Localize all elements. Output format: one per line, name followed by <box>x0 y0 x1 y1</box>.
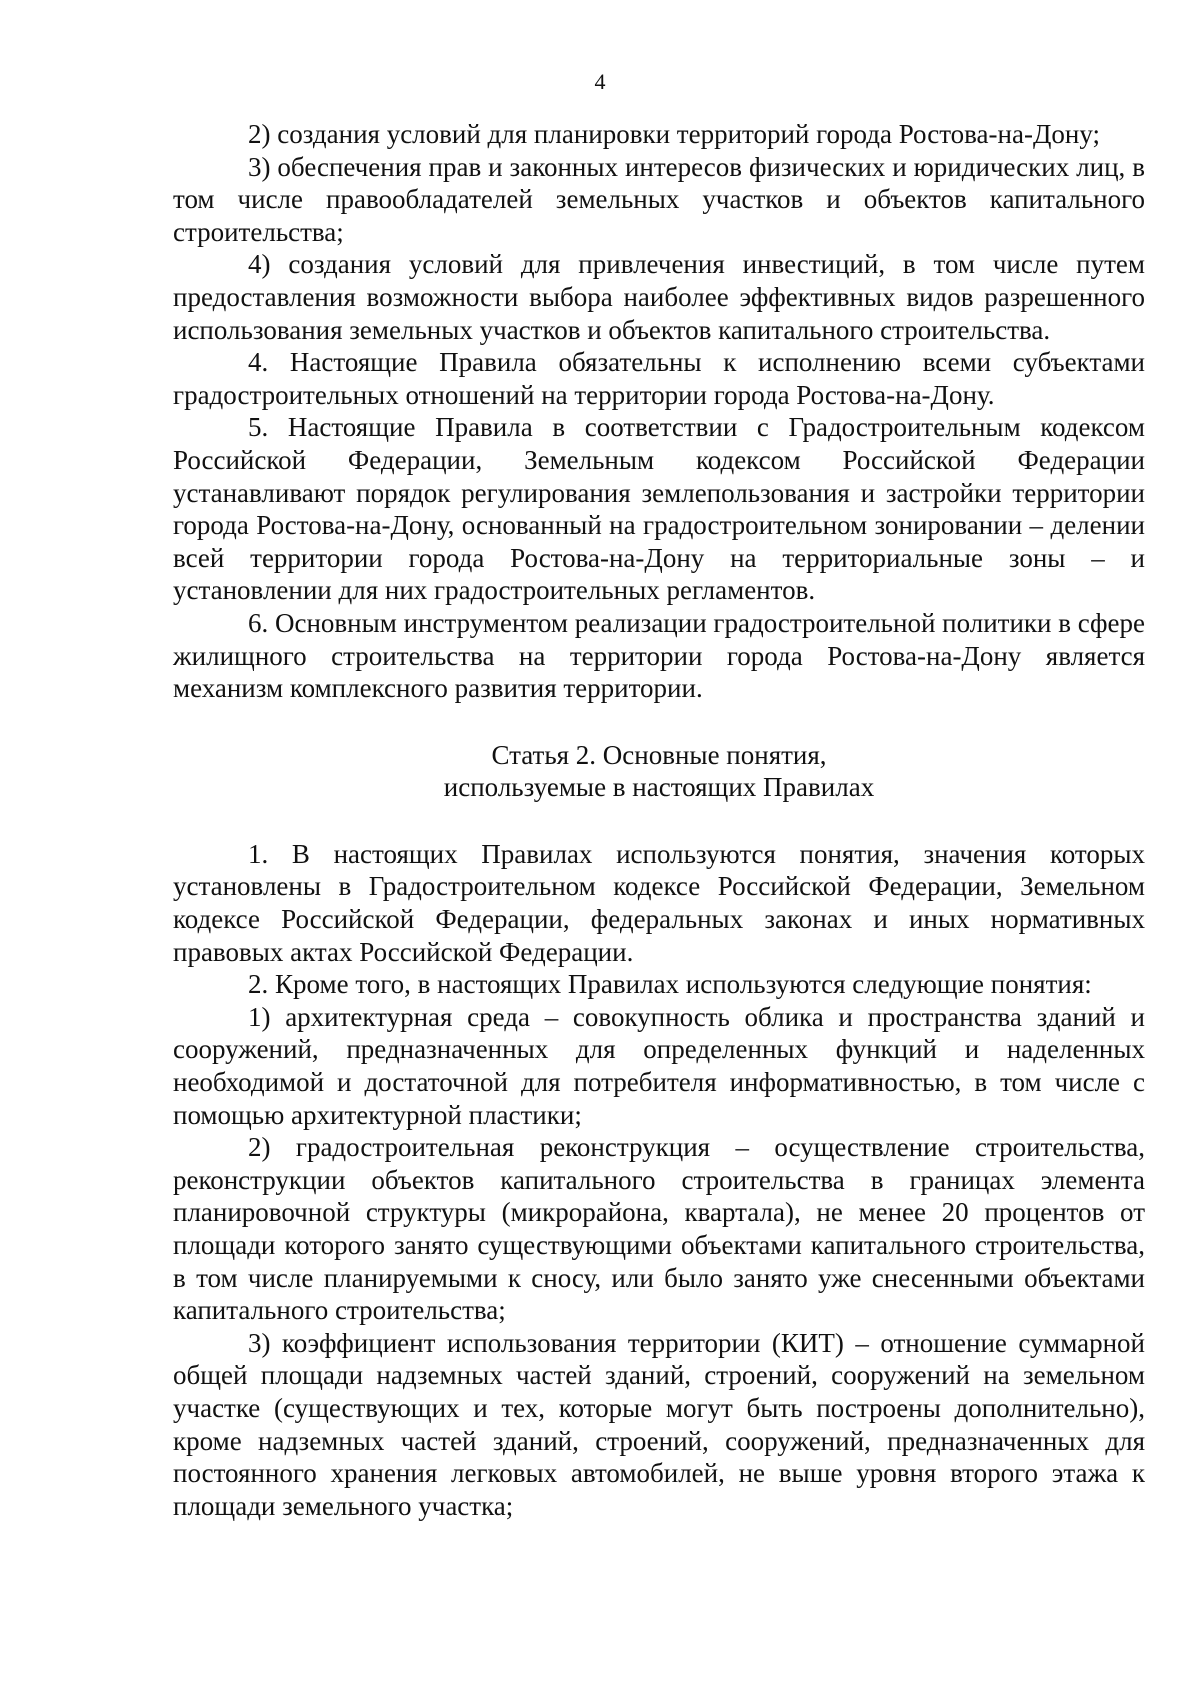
spacer <box>173 804 1145 838</box>
paragraph-item-2: 2) создания условий для планировки территорий города Ростова-на-Дону; <box>248 119 1100 149</box>
paragraph-article-clause-2: 2. Кроме того, в настоящих Правилах используются следующие понятия: <box>248 969 1092 1000</box>
document-body <box>173 118 1145 1522</box>
page-number: 4 <box>594 69 606 94</box>
paragraph-item-3: 3) обеспечения прав и законных интересов физических и юридических лиц, в том числе правообладателей земельных участков и объектов капитального строительства; <box>173 151 1145 247</box>
spacer <box>173 705 1145 739</box>
article-title-line-2: используемые в настоящих Правилах <box>443 772 875 803</box>
paragraph-article-clause-1: 1. В настоящих Правилах используются понятия, значения которых установлены в Градостроительном кодексе Российской Федерации, Земельном кодексе Российской Федерации, федеральных законах и иных нормативных правовых актах Российской Федерации. <box>173 838 1145 967</box>
paragraph-clause-4: 4. Настоящие Правила обязательны к исполнению всеми субъектами градостроительных отношений на территории города Ростова-на-Дону. <box>173 347 1145 410</box>
definition-urban-reconstruction: 2) градостроительная реконструкция – осуществление строительства, реконструкции объектов капитального строительства в границах элемента планировочной структуры (микрорайона, квартала), не менее 20 процентов от площади которого занято существующими объектами капитального строительства, в том числе планируемыми к сносу, или было занято уже снесенными объектами капитального строительства; <box>173 1132 1145 1326</box>
paragraph-item-4: 4) создания условий для привлечения инвестиций, в том числе путем предоставления возможности выбора наиболее эффективных видов разрешенного использования земельных участков и объектов капитального строительства. <box>173 249 1145 345</box>
definition-architectural-environment: 1) архитектурная среда – совокупность облика и пространства зданий и сооружений, предназначенных для определенных функций и наделенных необходимой и достаточной для потребителя информативностью, в том числе с помощью архитектурной пластики; <box>173 1001 1145 1130</box>
article-title-line-1: Статья 2. Основные понятия, <box>491 739 827 770</box>
paragraph-clause-5: 5. Настоящие Правила в соответствии с Градостроительным кодексом Российской Федерации, Земельным кодексом Российской Федерации устанавливают порядок регулирования землепользования и застройки территории города Ростова-на-Дону, основанный на градостроительном зонировании – делении всей территории города Ростова-на-Дону на территориальные зоны – и установлении для них градостроительных регламентов. <box>173 412 1145 606</box>
definition-territory-use-coefficient: 3) коэффициент использования территории (КИТ) – отношение суммарной общей площади надземных частей зданий, строений, сооружений на земельном участке (существующих и тех, которые могут быть построены дополнительно), кроме надземных частей зданий, строений, сооружений, предназначенных для постоянного хранения легковых автомобилей, не выше уровня второго этажа к площади земельного участка; <box>173 1327 1145 1521</box>
paragraph-clause-6: 6. Основным инструментом реализации градостроительной политики в сфере жилищного строительства на территории города Ростова-на-Дону является механизм комплексного развития территории. <box>173 607 1145 704</box>
